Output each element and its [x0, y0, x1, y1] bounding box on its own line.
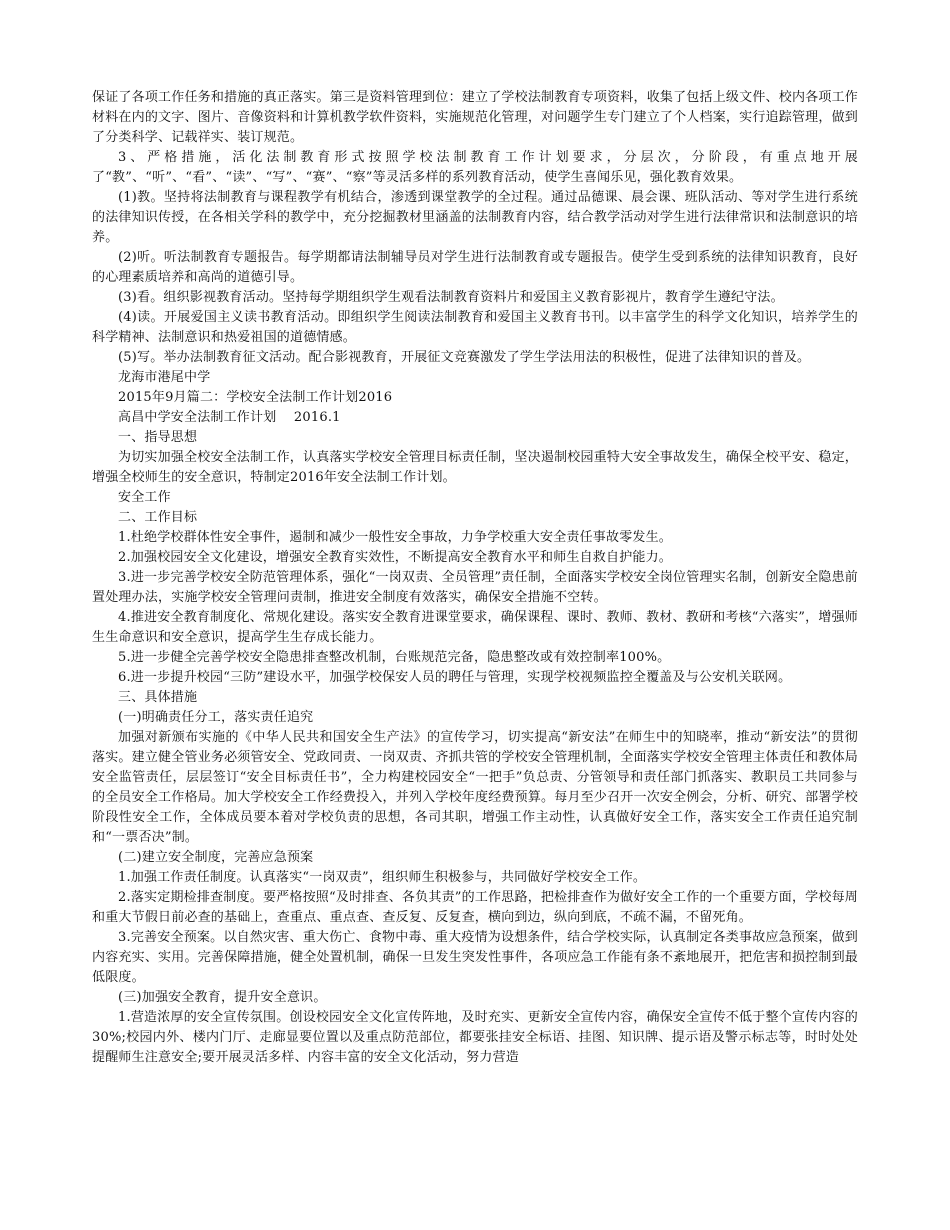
paragraph-p10: 高昌中学安全法制工作计划 2016.1	[118, 410, 341, 425]
paragraph-p08: 龙海市港尾中学	[118, 370, 211, 385]
paragraph-p29: 1.营造浓厚的安全宣传氛围。创设校园安全文化宣传阵地，及时充实、更新安全宣传内容，确保安全宣传不低于整个宣传内容的30%;校园内外、楼内门厅、走廊显要位置以及重点防范部位，都要张挂安全标语、挂图、知识牌、提示语及警示标志等，时时处处提醒师生注意安全;要开展灵活多样、内容丰富的安全文化活动，努力营造	[92, 1010, 858, 1065]
paragraph-p15: 1.杜绝学校群体性安全事件，遏制和减少一般性安全事故，力争学校重大安全责任事故零发生。	[118, 530, 673, 545]
paragraph-p03: (1)教。坚持将法制教育与课程教学有机结合，渗透到课堂教学的全过程。通过品德课、晨会课、班队活动、等对学生进行系统的法律知识传授，在各相关学科的教学中，充分挖掘教材里涵盖的法制教育内容，结合教学活动对学生进行法律常识和法制意识的培养。	[92, 190, 858, 245]
paragraph-p01: 保证了各项工作任务和措施的真正落实。第三是资料管理到位：建立了学校法制教育专项资料，收集了包括上级文件、校内各项工作材料在内的文字、图片、音像资料和计算机教学软件资料，实施规范化管理，对问题学生专门建立了个人档案，实行追踪管理，做到了分类科学、记载祥实、装订规范。	[92, 90, 858, 145]
paragraph-p27: 3.完善安全预案。以自然灾害、重大伤亡、食物中毒、重大疫情为设想条件，结合学校实际，认真制定各类事故应急预案，做到内容充实、实用。完善保障措施，健全处置机制，确保一旦发生突发性事件，各项应急工作能有条不紊地展开，把危害和损控制到最低限度。	[92, 930, 858, 985]
document-body	[92, 88, 858, 1068]
paragraph-p28: (三)加强安全教育，提升安全意识。	[118, 990, 327, 1005]
paragraph-p20: 6.进一步提升校园“三防”建设水平，加强学校保安人员的聘任与管理，实现学校视频监控全覆盖及与公安机关联网。	[118, 670, 792, 685]
paragraph-p19: 5.进一步健全完善学校安全隐患排查整改机制，台账规范完备，隐患整改或有效控制率100%。	[118, 650, 671, 665]
paragraph-p23: 加强对新颁布实施的《中华人民共和国安全生产法》的宣传学习，切实提高“新安法”在师生中的知晓率，推动“新安法”的贯彻落实。建立健全管业务必须管安全、党政同责、一岗双责、齐抓共管的学校安全管理机制，全面落实学校安全管理主体责任和教体局安全监管责任，层层签订“安全目标责任书”，全力构建校园安全“一把手”负总责、分管领导和责任部门抓落实、教职员工共同参与的全员安全工作格局。加大学校安全工作经费投入，并列入学校年度经费预算。每月至少召开一次安全例会，分析、研究、部署学校阶段性安全工作，全体成员要本着对学校负责的思想，各司其职，增强工作主动性，认真做好安全工作，落实安全工作责任追究制和“一票否决”制。	[92, 730, 858, 845]
paragraph-p18: 4.推进安全教育制度化、常规化建设。落实安全教育进课堂要求，确保课程、课时、教师、教材、教研和考核“六落实”，增强师生生命意识和安全意识，提高学生生存成长能力。	[92, 610, 858, 645]
paragraph-p11: 一、指导思想	[118, 430, 198, 445]
paragraph-p17: 3.进一步完善学校安全防范管理体系，强化“一岗双责、全员管理”责任制，全面落实学校安全岗位管理实名制，创新安全隐患前置处理办法，实施学校安全管理问责制，推进安全制度有效落实，确保安全措施不空转。	[92, 570, 858, 605]
paragraph-p26: 2.落实定期检排查制度。要严格按照“及时排查、各负其责”的工作思路，把检排查作为做好安全工作的一个重要方面，学校每周和重大节假日前必查的基础上，查重点、重点查、查反复、反复查，横向到边，纵向到底，不疏不漏，不留死角。	[92, 890, 858, 925]
paragraph-p16: 2.加强校园安全文化建设，增强安全教育实效性，不断提高安全教育水平和师生自救自护能力。	[118, 550, 673, 565]
paragraph-p04: (2)听。听法制教育专题报告。每学期都请法制辅导员对学生进行法制教育或专题报告。使学生受到系统的法律知识教育，良好的心理素质培养和高尚的道德引导。	[92, 250, 858, 285]
paragraph-p22: (一)明确责任分工，落实责任追究	[118, 710, 314, 725]
paragraph-p14: 二、工作目标	[118, 510, 198, 525]
paragraph-p25: 1.加强工作责任制度。认真落实“一岗双责”，组织师生积极参与，共同做好学校安全工作。	[118, 870, 647, 885]
paragraph-p09: 2015年9月篇二：学校安全法制工作计划2016	[118, 390, 393, 405]
paragraph-p21: 三、具体措施	[118, 690, 198, 705]
paragraph-p12: 为切实加强全校安全法制工作，认真落实学校安全管理目标责任制，坚决遏制校园重特大安全事故发生，确保全校平安、稳定，增强全校师生的安全意识，特制定2016年安全法制工作计划。	[92, 450, 858, 485]
paragraph-p07: (5)写。举办法制教育征文活动。配合影视教育，开展征文竞赛激发了学生学法用法的积极性，促进了法律知识的普及。	[118, 350, 811, 365]
paragraph-p02: 3、严格措施，活化法制教育形式按照学校法制教育工作计划要求，分层次，分阶段，有重点地开展了“教”、“听”、“看”、“读”、“写”、“赛”、“察”等灵活多样的系列教育活动，使学生喜闻乐见，强化教育效果。	[92, 150, 858, 185]
paragraph-p13: 安全工作	[118, 490, 171, 505]
paragraph-p05: (3)看。组织影视教育活动。坚持每学期组织学生观看法制教育资料片和爱国主义教育影视片，教育学生遵纪守法。	[118, 290, 784, 305]
paragraph-p24: (二)建立安全制度，完善应急预案	[118, 850, 314, 865]
paragraph-p06: (4)读。开展爱国主义读书教育活动。即组织学生阅读法制教育和爱国主义教育书刊。以丰富学生的科学文化知识，培养学生的科学精神、法制意识和热爱祖国的道德情感。	[92, 310, 858, 345]
